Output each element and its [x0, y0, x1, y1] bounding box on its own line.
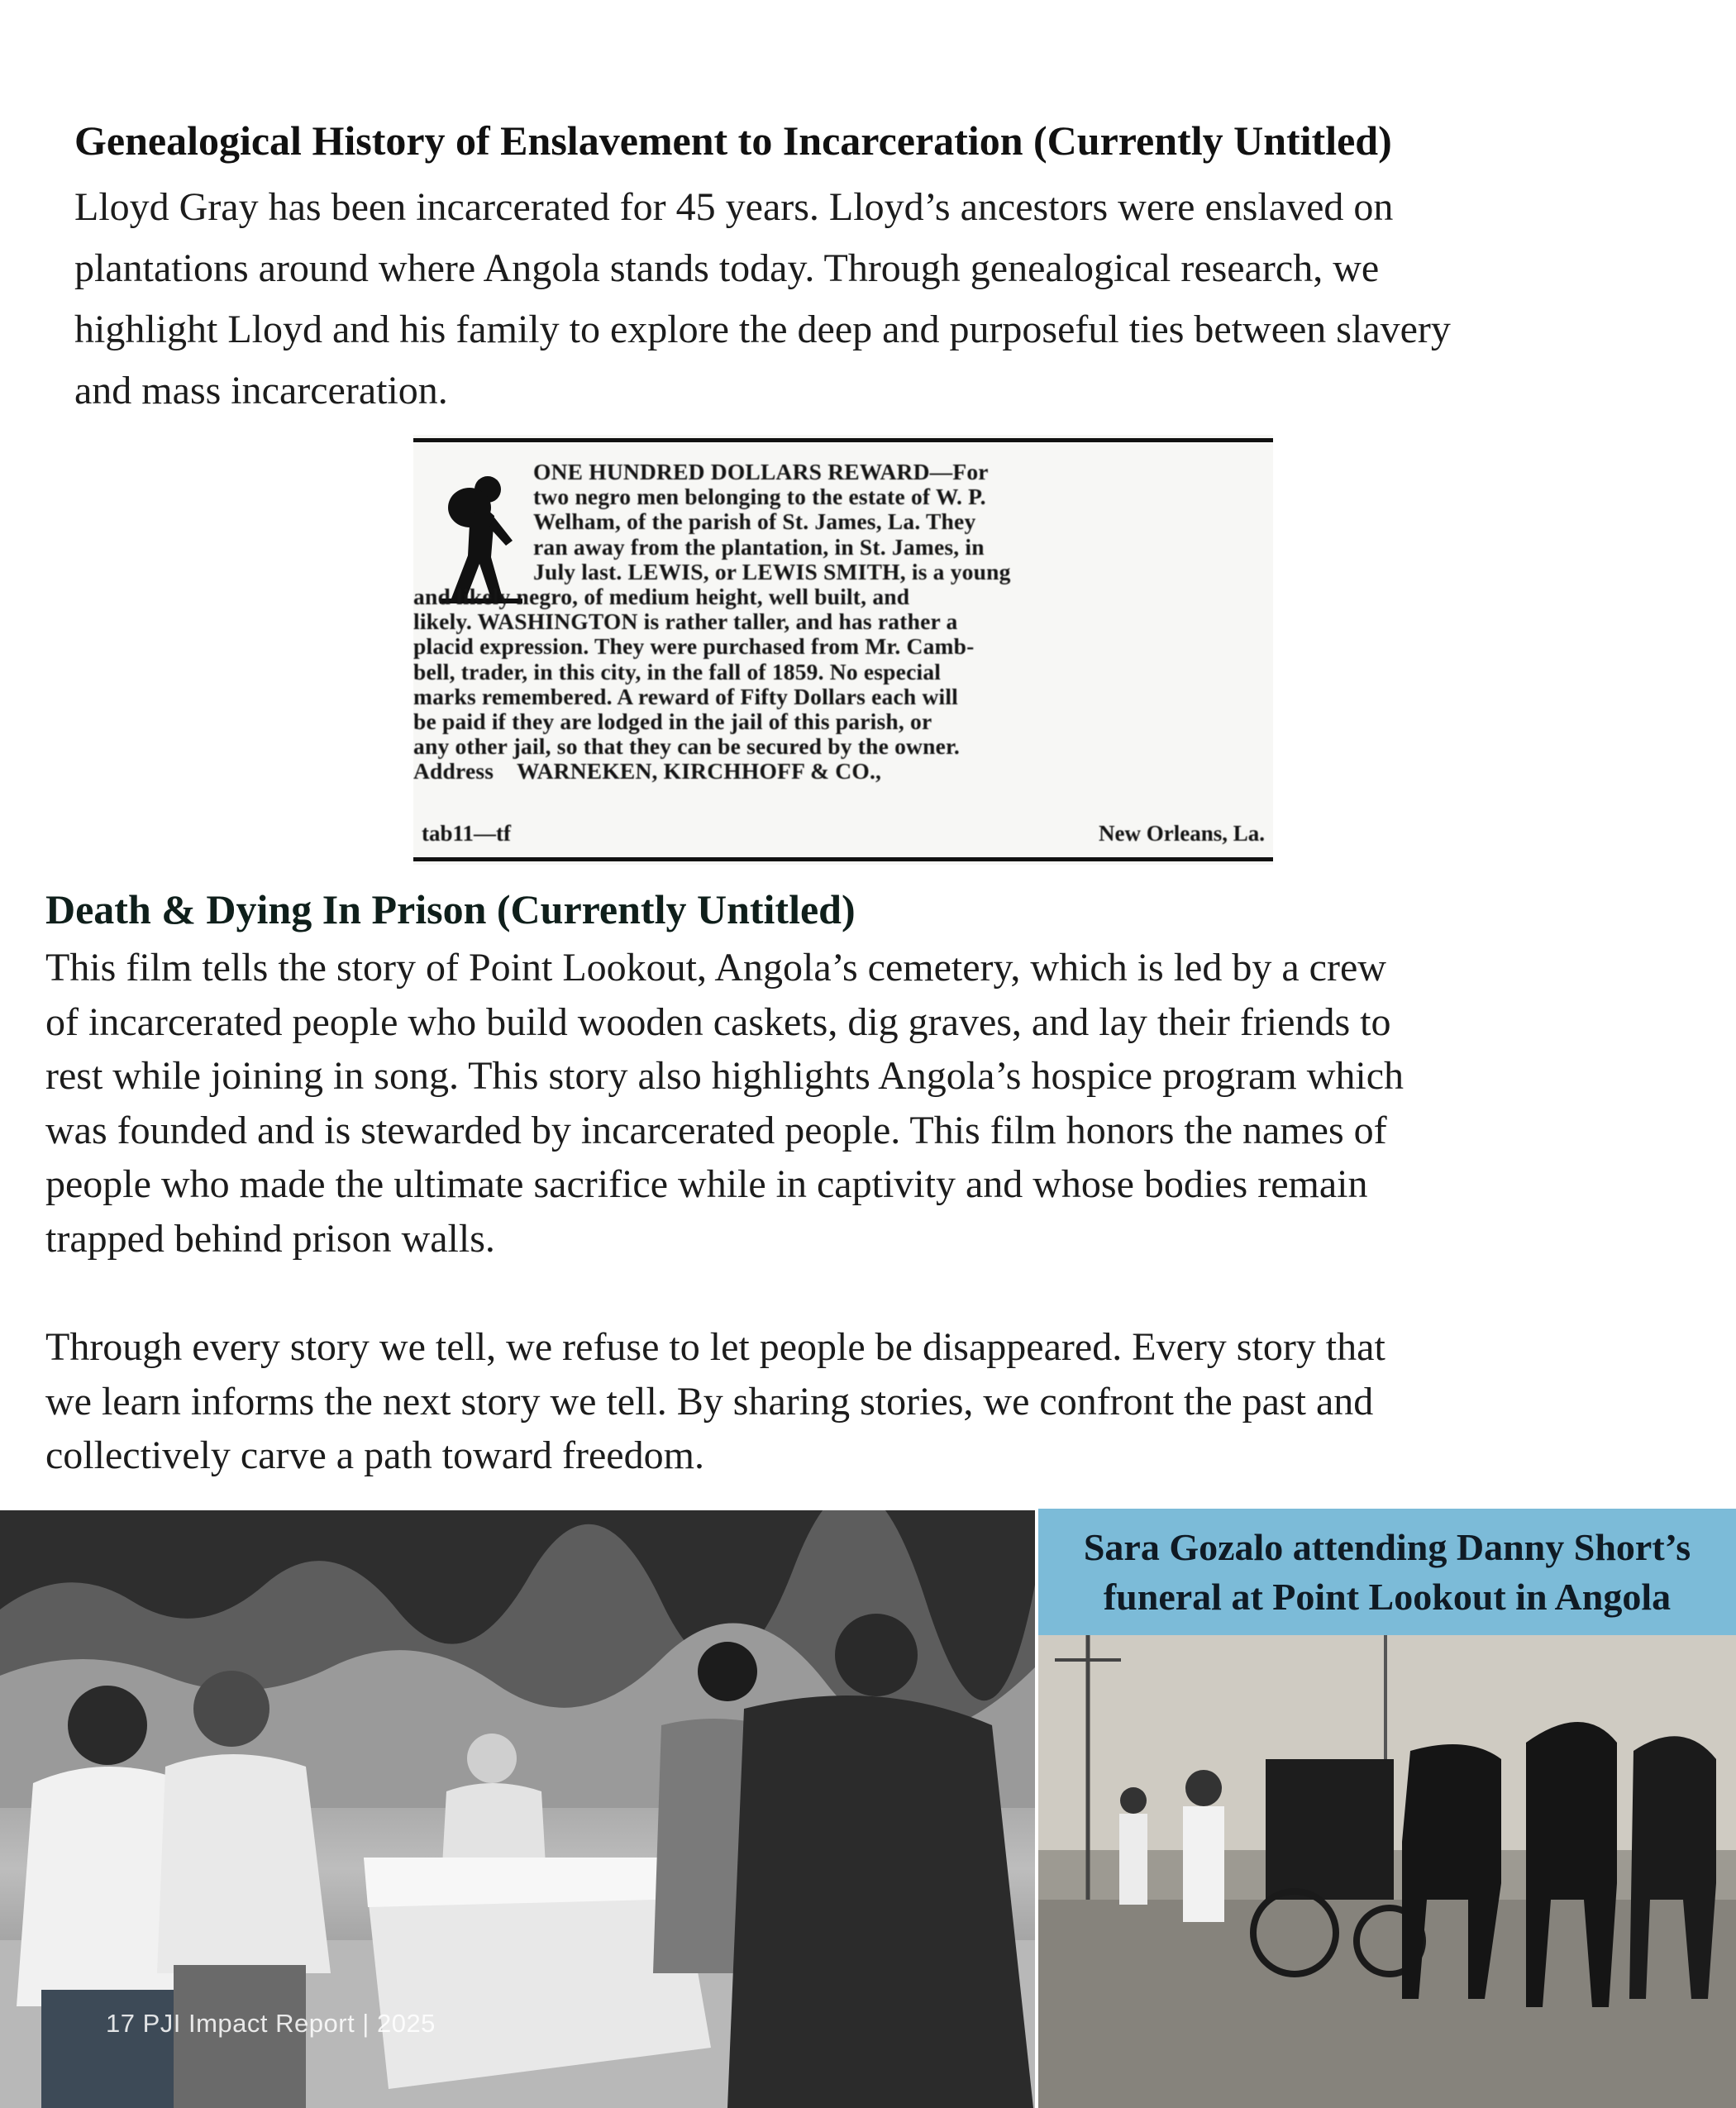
photo-caption — [1056, 1523, 1718, 1622]
body-line: Lloyd Gray has been incarcerated for 45 years. Lloyd’s ancestors were enslaved on — [74, 185, 1394, 229]
clipping-footer-left: tab11—tf — [422, 821, 511, 846]
body-line: we learn informs the next story we tell. By sharing stories, we confront the past and — [45, 1379, 1374, 1424]
runaway-reward-newspaper-clipping — [413, 435, 1273, 865]
page-footer: 17 PJI Impact Report | 2025 — [106, 2009, 436, 2038]
clipping-line: any other jail, so that they can be secured by the owner. — [413, 733, 960, 760]
clipping-bottom-rule — [413, 857, 1273, 861]
clipping-signature: Address WARNEKEN, KIRCHHOFF & CO., — [413, 758, 882, 785]
body-line: highlight Lloyd and his family to explore the deep and purposeful ties between slavery — [74, 308, 1451, 351]
caption-line: funeral at Point Lookout in Angola — [1103, 1575, 1672, 1618]
clipping-line: placid expression. They were purchased from Mr. Camb- — [413, 633, 975, 660]
body-line: was founded and is stewarded by incarcerated people. This film honors the names of — [45, 1108, 1387, 1152]
body-line: people who made the ultimate sacrifice while in captivity and whose bodies remain — [45, 1162, 1368, 1206]
section-body-genealogical-history — [74, 177, 1695, 422]
photo-caption-box — [1038, 1509, 1736, 1635]
body-line: of incarcerated people who build wooden caskets, dig graves, and lay their friends to — [45, 999, 1391, 1044]
body-line: collectively carve a path toward freedom. — [45, 1433, 704, 1477]
clipping-line: ONE HUNDRED DOLLARS REWARD—For — [533, 459, 989, 484]
clipping-footer-right: New Orleans, La. — [1099, 821, 1265, 846]
section-title-death-and-dying: Death & Dying In Prison (Currently Untitled) — [45, 886, 856, 932]
clipping-line: Welham, of the parish of St. James, La. They — [533, 508, 976, 535]
body-line: This film tells the story of Point Lookout, Angola’s cemetery, which is led by a crew — [45, 946, 1386, 990]
clipping-line: likely. WASHINGTON is rather taller, and has rather a — [413, 608, 958, 635]
section-body-death-and-dying — [45, 941, 1699, 1266]
clipping-footer — [422, 821, 1265, 847]
clipping-line: be paid if they are lodged in the jail of this parish, or — [413, 708, 932, 735]
clipping-line: two negro men belonging to the estate of W. P. — [533, 484, 986, 510]
closing-paragraph — [45, 1320, 1699, 1483]
section-title-genealogical-history: Genealogical History of Enslavement to Incarceration (Currently Untitled) — [74, 117, 1392, 164]
photo-illustration — [1038, 1635, 1736, 2108]
clipping-text — [413, 460, 1265, 785]
body-line: rest while joining in song. This story also highlights Angola’s hospice program which — [45, 1054, 1404, 1098]
clipping-top-rule — [413, 438, 1273, 442]
clipping-line: marks remembered. A reward of Fifty Dollars each will — [413, 683, 959, 709]
body-line: and mass incarceration. — [74, 369, 448, 413]
clipping-line: and likely negro, of medium height, well built, and — [413, 584, 910, 610]
clipping-line: July last. LEWIS, or LEWIS SMITH, is a young — [533, 558, 1011, 584]
clipping-line: bell, trader, in this city, in the fall of 1859. No especial — [413, 658, 942, 684]
horse-drawn-hearse-photo — [1038, 1635, 1736, 2108]
caption-line: Sara Gozalo attending Danny Short’s — [1083, 1525, 1691, 1568]
body-line: Through every story we tell, we refuse to let people be disappeared. Every story that — [45, 1325, 1385, 1369]
body-line: trapped behind prison walls. — [45, 1216, 495, 1261]
body-line: plantations around where Angola stands today. Through genealogical research, we — [74, 246, 1380, 290]
clipping-line: ran away from the plantation, in St. James, in — [533, 533, 985, 560]
